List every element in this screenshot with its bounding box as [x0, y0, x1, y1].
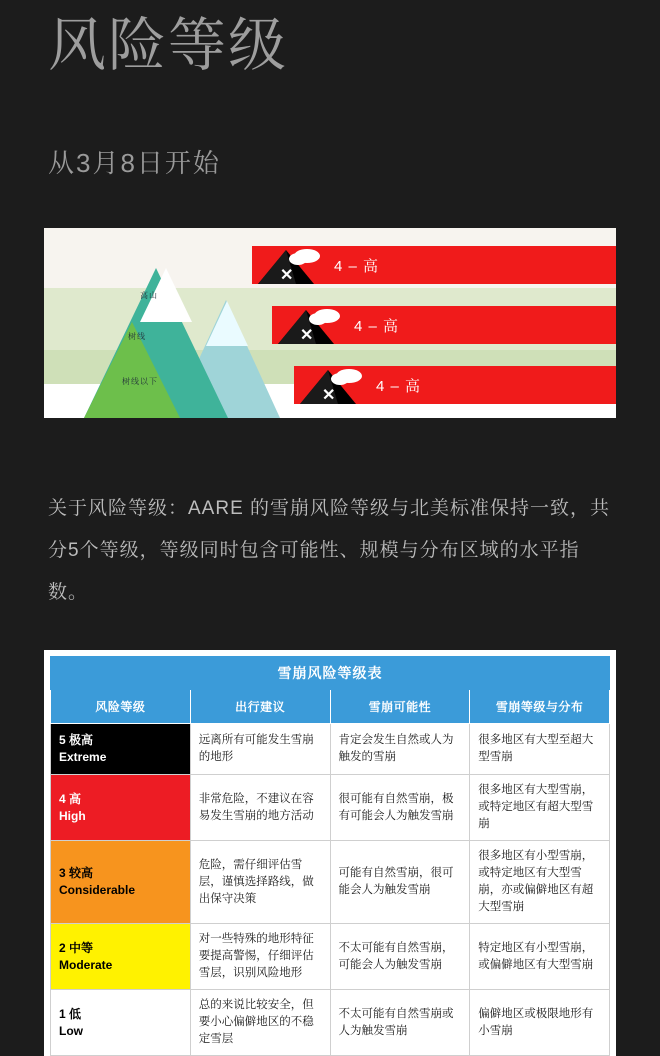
risk-bar-label-alpine: 4 – 高: [334, 257, 380, 275]
level-cell-low: [51, 990, 191, 1056]
level-en-extreme: Extreme: [59, 750, 107, 764]
avalanche-warning-flag-icon: [294, 360, 370, 410]
level-cn-low: 1 低: [59, 1006, 82, 1021]
mountain-snowcap2-icon: [206, 301, 248, 346]
size-cell-low: 偏僻地区或极限地形有小雪崩: [470, 990, 610, 1056]
avalanche-risk-table-container: [44, 650, 616, 1056]
svg-text:✕: ✕: [300, 327, 314, 344]
table-row: [51, 724, 610, 775]
level-en-high: High: [59, 808, 86, 823]
advice-cell-considerable: 危险，需仔细评估雪层，谨慎选择路线，做出保守决策: [190, 841, 330, 924]
table-title: 雪崩风险等级表: [51, 657, 610, 690]
size-cell-considerable: 很多地区有小型雪崩，或特定地区有大型雪崩，亦或偏僻地区有超大型雪崩: [470, 841, 610, 924]
table-header-row: [51, 690, 610, 724]
risk-bar-label-below-treeline: 4 – 高: [376, 377, 422, 395]
table-row: [51, 775, 610, 841]
svg-text:✕: ✕: [280, 267, 294, 284]
advice-cell-extreme: 远离所有可能发生雪崩的地形: [190, 724, 330, 775]
likelihood-cell-high: 很可能有自然雪崩，极有可能会人为触发雪崩: [330, 775, 470, 841]
avalanche-risk-table: [50, 656, 610, 1056]
risk-bar-label-treeline: 4 – 高: [354, 317, 400, 335]
likelihood-cell-moderate: 不太可能有自然雪崩，可能会人为触发雪崩: [330, 924, 470, 990]
size-cell-high: 很多地区有大型雪崩，或特定地区有超大型雪崩: [470, 775, 610, 841]
advice-cell-moderate: 对一些特殊的地形特征要提高警惕，仔细评估雪层，识别风险地形: [190, 924, 330, 990]
level-en-considerable: Considerable: [59, 883, 136, 897]
level-cell-moderate: [51, 924, 191, 990]
page-title: 风险等级: [48, 13, 289, 78]
table-row: [51, 990, 610, 1056]
column-header-likelihood: 雪崩可能性: [330, 690, 470, 724]
table-title-row: [51, 657, 610, 690]
avalanche-warning-flag-icon: [252, 240, 328, 290]
zone-label-alpine: 高山: [140, 291, 158, 300]
column-header-advice: 出行建议: [190, 690, 330, 724]
level-cell-high: [51, 775, 191, 841]
likelihood-cell-considerable: 可能有自然雪崩，很可能会人为触发雪崩: [330, 841, 470, 924]
table-row: [51, 924, 610, 990]
avalanche-warning-flag-icon: [272, 300, 348, 350]
about-risk-levels-paragraph: 关于风险等级：AARE 的雪崩风险等级与北美标准保持一致，共分5个等级，等级同时包含可能性、规模与分布区域的水平指数。: [48, 498, 611, 603]
level-en-low: Low: [59, 1023, 83, 1038]
level-en-moderate: Moderate: [59, 957, 113, 972]
advice-cell-high: 非常危险，不建议在容易发生雪崩的地方活动: [190, 775, 330, 841]
page-subtitle: 从3月8日开始: [48, 148, 221, 178]
likelihood-cell-extreme: 肯定会发生自然或人为触发的雪崩: [330, 724, 470, 775]
column-header-level: 风险等级: [51, 690, 191, 724]
table-row: [51, 841, 610, 924]
size-cell-extreme: 很多地区有大型至超大型雪崩: [470, 724, 610, 775]
likelihood-cell-low: 不太可能有自然雪崩或人为触发雪崩: [330, 990, 470, 1056]
level-cn-extreme: 5 极高: [59, 733, 94, 747]
risk-illustration-banner: [44, 228, 616, 418]
advice-cell-low: 总的来说比较安全，但要小心偏僻地区的不稳定雪层: [190, 990, 330, 1056]
column-header-size: 雪崩等级与分布: [470, 690, 610, 724]
size-cell-moderate: 特定地区有小型雪崩，或偏僻地区有大型雪崩: [470, 924, 610, 990]
level-cell-extreme: [51, 724, 191, 775]
level-cn-high: 4 高: [59, 791, 82, 806]
zone-label-below-treeline: 树线以下: [122, 377, 158, 386]
level-cn-moderate: 2 中等: [59, 940, 94, 955]
level-cn-considerable: 3 较高: [59, 866, 94, 880]
svg-text:✕: ✕: [322, 387, 336, 404]
level-cell-considerable: [51, 841, 191, 924]
zone-label-treeline: 树线: [128, 332, 146, 341]
